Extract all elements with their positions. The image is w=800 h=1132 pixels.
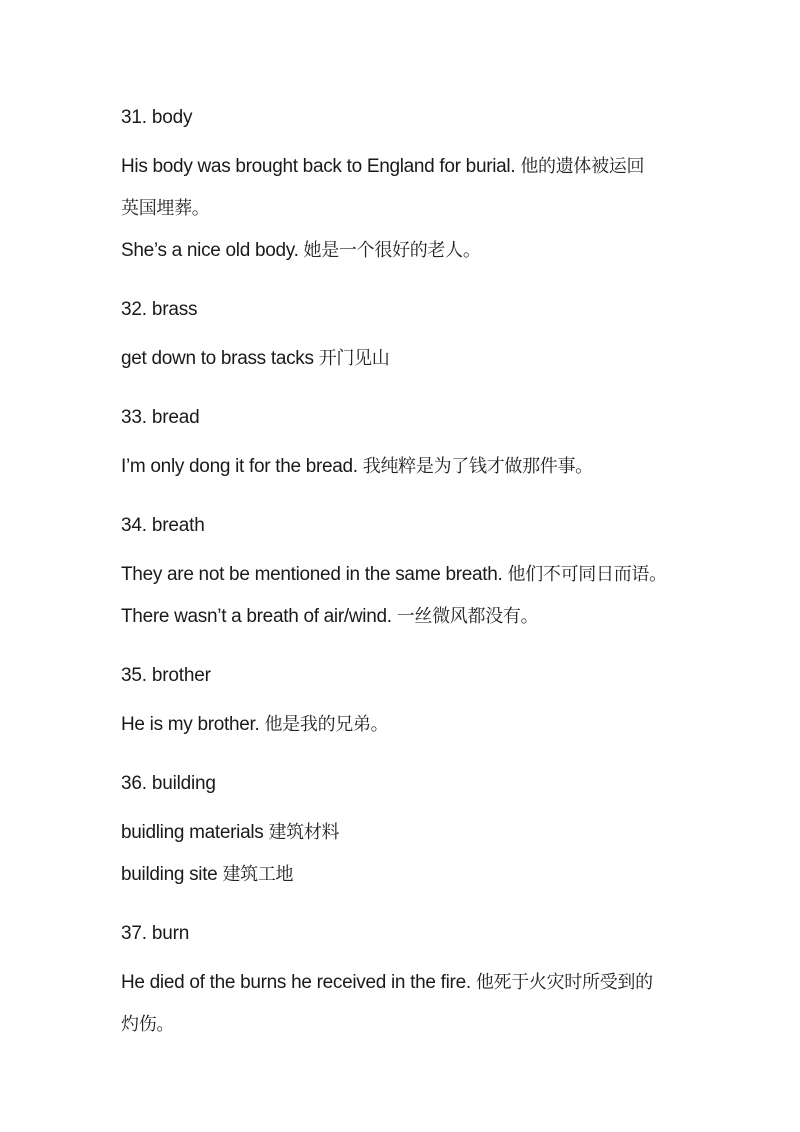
example-line — [121, 854, 691, 896]
english-text: I’m only dong it for the bread. — [121, 456, 363, 477]
english-text: get down to brass tacks — [121, 348, 319, 369]
english-text: They are not be mentioned in the same breath. — [121, 564, 508, 585]
entry-heading: 34. breath — [121, 515, 205, 536]
example-line — [121, 188, 691, 230]
chinese-translation: 英国埋葬。 — [121, 198, 210, 219]
example-line — [121, 962, 691, 1004]
entry-heading: 37. burn — [121, 923, 190, 944]
chinese-translation: 灼伤。 — [121, 1014, 175, 1035]
chinese-translation: 她是一个很好的老人。 — [303, 240, 481, 261]
entry-heading: 35. brother — [121, 665, 211, 686]
english-text: His body was brought back to England for burial. — [121, 156, 521, 177]
entry-heading: 33. bread — [121, 407, 200, 428]
example-line — [121, 230, 691, 272]
example-line — [121, 338, 691, 380]
entry-heading: 32. brass — [121, 299, 198, 320]
chinese-translation: 他们不可同日而语。 — [507, 564, 667, 585]
entry-brother — [121, 662, 691, 746]
chinese-translation: 一丝微风都没有。 — [396, 606, 539, 627]
example-line — [121, 1004, 691, 1046]
entry-burn — [121, 920, 691, 1046]
entry-body — [121, 104, 691, 272]
english-text: She’s a nice old body. — [121, 240, 304, 261]
entry-building — [121, 770, 691, 896]
chinese-translation: 他死于火灾时所受到的 — [475, 972, 653, 993]
english-text: He died of the burns he received in the fire. — [121, 972, 476, 993]
chinese-translation: 开门见山 — [318, 348, 390, 369]
english-text: He is my brother. — [121, 714, 265, 735]
chinese-translation: 他的遗体被运回 — [520, 156, 645, 177]
example-line — [121, 596, 691, 638]
entry-breath — [121, 512, 691, 638]
example-line — [121, 446, 691, 488]
english-text: buidling materials — [121, 822, 269, 843]
entry-heading: 31. body — [121, 107, 193, 128]
chinese-translation: 他是我的兄弟。 — [264, 714, 389, 735]
entry-heading: 36. building — [121, 773, 216, 794]
entry-brass — [121, 296, 691, 380]
english-text: There wasn’t a breath of air/wind. — [121, 606, 397, 627]
entry-bread — [121, 404, 691, 488]
chinese-translation: 我纯粹是为了钱才做那件事。 — [362, 456, 593, 477]
example-line — [121, 812, 691, 854]
example-line — [121, 146, 691, 188]
example-line — [121, 554, 691, 596]
english-text: building site — [121, 864, 223, 885]
example-line — [121, 704, 691, 746]
document-page — [121, 104, 691, 1070]
chinese-translation: 建筑材料 — [268, 822, 340, 843]
chinese-translation: 建筑工地 — [222, 864, 294, 885]
